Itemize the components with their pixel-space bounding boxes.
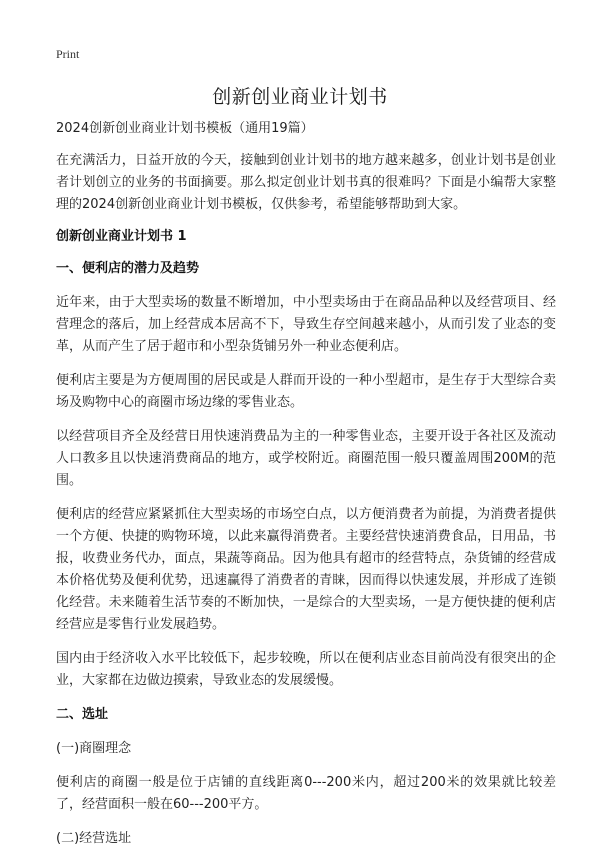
business-circle-paragraph: 便利店的商圈一般是位于店铺的直线距离0---200米内，超过200米的效果就比较差了，经营面积一般在60---200平方。	[56, 775, 556, 812]
subsection-label-business-circle: (一)商圈理念	[56, 741, 132, 756]
section1-paragraph: 便利店主要是为方便周围的居民或是人群而开设的一种小型超市，是生存于大型综合卖场及购物中心的商圈市场边缘的零售业态。	[56, 373, 556, 410]
intro-paragraph: 在充满活力，日益开放的今天，接触到创业计划书的地方越来越多，创业计划书是创业者计划创立的业务的书面摘要。那么拟定创业计划书真的很难吗？下面是小编帮大家整理的2024创新创业商业计划书模板，仅供参考，希望能够帮助到大家。	[56, 153, 556, 212]
section1-paragraph: 以经营项目齐全及经营日用快速消费品为主的一种零售业态，主要开设于各社区及流动人口教多且以快速消费商品的地方，或学校附近。商圈范围一般只覆盖周围200M的范围。	[56, 429, 556, 488]
document-title: 创新创业商业计划书	[212, 86, 388, 108]
document-body	[56, 118, 556, 862]
subsection-label-site-selection: (二)经营选址	[56, 831, 132, 846]
plan-heading: 创新创业商业计划书 1	[56, 229, 187, 244]
section1-heading: 一、便利店的潜力及趋势	[56, 261, 200, 276]
document-subtitle: 2024创新创业商业计划书模板（通用19篇）	[56, 121, 314, 136]
section2-heading: 二、选址	[56, 707, 109, 722]
print-link[interactable]: Print	[56, 47, 80, 61]
section1-paragraph: 近年来，由于大型卖场的数量不断增加，中小型卖场由于在商品品种以及经营项目、经营理念的落后，加上经营成本居高不下，导致生存空间越来越小，从而引发了业态的变革，从而产生了居于超市和小型杂货铺另外一种业态便利店。	[56, 295, 556, 354]
section1-paragraph: 便利店的经营应紧紧抓住大型卖场的市场空白点，以方便消费者为前提，为消费者提供一个方便、快捷的购物环境，以此来赢得消费者。主要经营快速消费食品，日用品，书报，收费业务代办，面点，果蔬等商品。因为他具有超市的经营特点，杂货铺的经营成本价格优势及便利优势，迅速赢得了消费者的青睐，因而得以快速发展，并形成了连锁化经营。未来随着生活节奏的不断加快，一是综合的大型卖场，一是方便快捷的便利店经营应是零售行业发展趋势。	[56, 507, 556, 632]
section1-paragraph: 国内由于经济收入水平比较低下，起步较晚，所以在便利店业态目前尚没有很突出的企业，大家都在边做边摸索，导致业态的发展缓慢。	[56, 651, 556, 688]
